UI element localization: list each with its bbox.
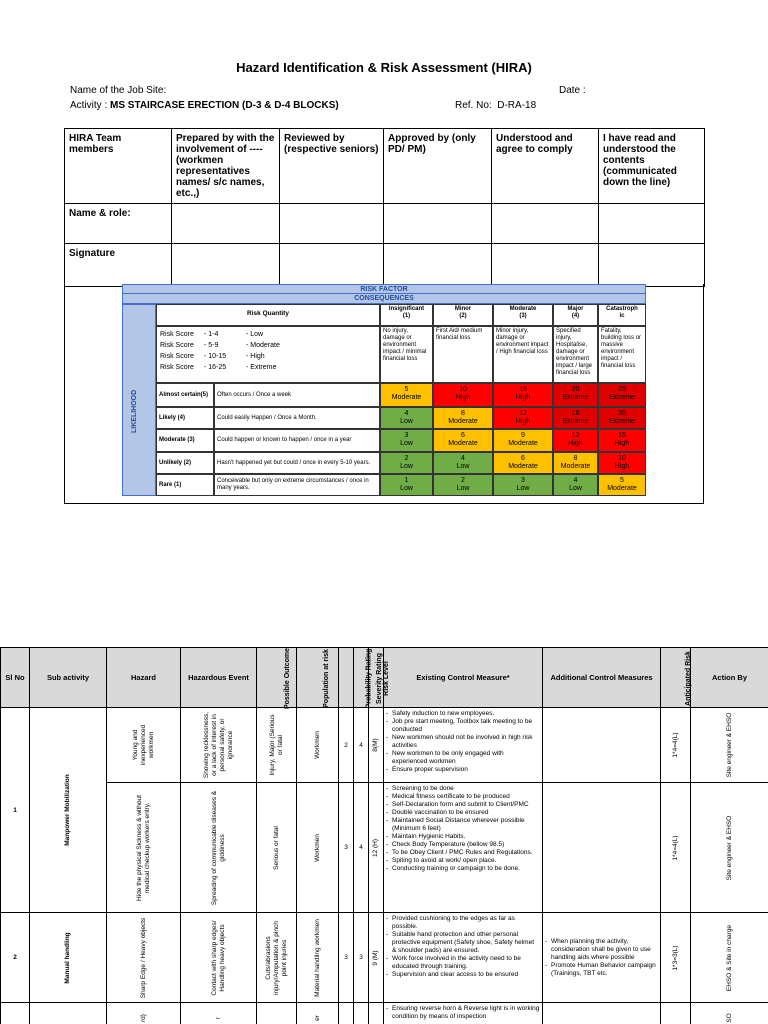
probability-rating: 3 (339, 783, 354, 913)
action-by (691, 783, 768, 913)
risk-matrix-cell (553, 474, 598, 496)
additional-item: - When planning the activity, consideration shall be given to use handling aids where possible (545, 938, 658, 962)
risk-matrix-cell (380, 407, 433, 429)
hira-header-cell (661, 648, 691, 708)
likelihood-label: LIKELIHOOD (131, 389, 138, 433)
risk-score-legend (156, 326, 380, 383)
risk-matrix-cell (598, 474, 646, 496)
control-item: - Supervision and clear access to be ensured (386, 971, 540, 979)
date-label: Date : (559, 85, 586, 96)
hazard-text: rd) (139, 1013, 147, 1022)
likelihood-name: Likely (4) (156, 407, 214, 429)
hira-header-text: Severity Rating (375, 653, 383, 704)
risk-cell-level: High (614, 440, 630, 447)
risk-matrix-cell (433, 383, 493, 407)
hira-header-text: Possible Outcome (284, 647, 292, 710)
risk-cell-level: High (515, 394, 531, 401)
hira-header-cell (691, 648, 768, 708)
severity-rating: 3 (354, 913, 369, 1003)
risk-matrix-cell (598, 429, 646, 452)
control-item: - Provided cushioning to the edges as far as possible. (386, 915, 540, 931)
risk-cell-score: 1 (404, 477, 409, 484)
anticipated-risk-text: 1*3=3(L) (671, 944, 679, 971)
control-item: - New workmen to be only engaged with experienced workmen (386, 750, 540, 766)
consequence-header (380, 304, 433, 326)
additional-controls (543, 708, 661, 783)
risk-matrix-cell (433, 407, 493, 429)
consequence-name: Moderate (509, 306, 537, 312)
risk-cell-score: 20 (571, 386, 580, 393)
risk-cell-score: 10 (618, 455, 626, 462)
hazardous-event (181, 913, 257, 1003)
risk-cell-level: High (455, 394, 471, 401)
risk-cell-score: 3 (521, 477, 525, 484)
page-title: Hazard Identification & Risk Assessment (HIRA) (236, 60, 532, 75)
additional-controls (543, 1003, 661, 1024)
risk-cell-level: Moderate (560, 463, 591, 470)
risk-level-text: 12 (H) (372, 838, 379, 857)
action-by (691, 708, 768, 783)
population-at-risk-text: er (313, 1014, 321, 1021)
risk-cell-level: Low (400, 463, 413, 470)
action-by (691, 913, 768, 1003)
team-header-understood: Understood and agree to comply (492, 129, 599, 204)
consequences-heading: CONSEQUENCES (122, 294, 646, 304)
possible-outcome-text: Cuts/abrasions injury/Amputation & pinch point injuries (264, 920, 288, 995)
existing-controls (384, 1003, 543, 1024)
consequence-description: First Aid/ medium financial loss (433, 326, 493, 383)
consequence-description: Minor injury, damage or environment impact / High financial loss (493, 326, 553, 383)
team-header-approved: Approved by (only PD/ PM) (384, 129, 492, 204)
signature-label: Signature (65, 244, 172, 287)
risk-cell-score: 3 (404, 432, 409, 439)
action-by (691, 1003, 768, 1024)
risk-matrix-cell (433, 429, 493, 452)
risk-cell-level: Low (400, 440, 413, 447)
population-at-risk-text: Workmen (313, 731, 321, 759)
hazard (107, 708, 181, 783)
risk-score-line (160, 340, 280, 351)
name-role-cell[interactable] (172, 204, 280, 244)
signature-cell[interactable] (172, 244, 280, 287)
risk-score-line (160, 329, 263, 340)
risk-matrix-cell (553, 407, 598, 429)
consequence-header (553, 304, 598, 326)
risk-cell-level: Low (400, 418, 413, 425)
activity-value: MS STAIRCASE ERECTION (D-3 & D-4 BLOCKS) (110, 100, 339, 111)
hira-row (1, 913, 768, 1003)
additional-controls (543, 913, 661, 1003)
hira-header-text: Anticipated Risk (684, 651, 692, 706)
risk-cell-level: Low (456, 463, 470, 470)
risk-cell-score: 20 (618, 410, 626, 417)
control-item: - Work force involved in the activity need to be educated through training. (386, 955, 540, 971)
action-by-text: EHSO & Site in charge (725, 924, 733, 991)
risk-score-range: - 10-15 (204, 353, 227, 360)
sub-activity (30, 708, 107, 913)
risk-level-text: 9 (M) (372, 949, 379, 966)
likelihood-name: Rare (1) (156, 474, 214, 496)
hazardous-event-text: Spreading of communicable diseases & giddiness (210, 790, 226, 905)
sub-activity-text: Manpower Mobilization (64, 774, 71, 846)
hazardous-event-text: r (214, 1016, 222, 1019)
hira-header-cell (384, 648, 543, 708)
risk-cell-level: Low (516, 485, 530, 492)
hazardous-event-text: Contact with sharp edges/ Handling heavy objects (210, 919, 226, 996)
likelihood-description: Conceivable but only on extreme circumstances / once in many years. (214, 474, 380, 496)
control-item: - Check Body Temperature (bellow 98.5) (386, 841, 540, 849)
risk-cell-score: 10 (459, 386, 467, 393)
anticipated-risk (661, 708, 691, 783)
hira-header-row (1, 648, 768, 708)
risk-score-label: Risk Score (160, 353, 194, 360)
consequence-name: Minor (454, 306, 472, 312)
consequence-number: (1) (402, 313, 411, 319)
hira-header-text: Action By (711, 673, 747, 682)
risk-cell-score: 6 (521, 455, 525, 462)
hira-row (1, 708, 768, 783)
control-item: - Ensuring reverse horn & Reverse light is in working condition by means of inspection (386, 1005, 540, 1021)
risk-cell-score: 5 (620, 477, 624, 484)
activity-line (70, 100, 339, 111)
sub-activity (30, 913, 107, 1003)
hira-header-text: Sl No (5, 673, 25, 682)
risk-cell-level: Low (400, 485, 413, 492)
signature-cell[interactable] (384, 244, 492, 287)
likelihood-name: Unlikely (2) (156, 452, 214, 474)
hazard-text: Hide the physical Sickness & without medical checkup workers entry. (135, 794, 151, 901)
risk-cell-score: 2 (404, 455, 409, 462)
anticipated-risk-text: 1*4=4(L) (671, 834, 679, 861)
risk-matrix-cell (493, 383, 553, 407)
risk-cell-level: High (515, 418, 531, 425)
possible-outcome-text: Serious or fatal (272, 825, 280, 870)
risk-matrix-cell (380, 429, 433, 452)
name-role-cell[interactable] (599, 204, 705, 244)
existing-controls-list (384, 708, 542, 776)
risk-matrix (122, 284, 646, 496)
possible-outcome (257, 783, 297, 913)
consequence-name: Insignificant (388, 306, 425, 312)
consequence-header (598, 304, 646, 326)
hira-header-text: Existing Control Measure* (416, 673, 510, 682)
consequence-description: Fatality, building loss or massive environment impact / financial loss (598, 326, 646, 383)
consequence-name: Catastroph (606, 306, 638, 312)
hira-row (1, 1003, 768, 1024)
sub-activity (30, 1003, 107, 1024)
serial-number: 2 (1, 913, 30, 1003)
hira-header-text: Hazardous Event (188, 673, 249, 682)
risk-matrix-cell (553, 383, 598, 407)
risk-cell-score: 2 (461, 477, 465, 484)
risk-score-level: - High (246, 353, 265, 360)
additional-controls-list (543, 936, 660, 980)
action-by-text: Site engineer & EHSO (725, 712, 733, 778)
existing-controls-list (384, 913, 542, 981)
risk-cell-level: Moderate (448, 440, 478, 447)
population-at-risk (297, 783, 339, 913)
possible-outcome (257, 1003, 297, 1024)
risk-cell-score: 6 (461, 432, 465, 439)
risk-cell-level: Extreme (608, 394, 636, 401)
likelihood-description: Often occurs / Once a week (214, 383, 380, 407)
likelihood-name: Moderate (3) (156, 429, 214, 452)
hazardous-event (181, 1003, 257, 1024)
control-item: - Job pre start meeting, Toolbox talk meeting to be conducted (386, 718, 540, 734)
likelihood-description: Could easily Happen / Once a Month. (214, 407, 380, 429)
severity-rating (354, 1003, 369, 1024)
risk-matrix-cell (598, 407, 646, 429)
anticipated-risk (661, 1003, 691, 1024)
risk-cell-score: 25 (618, 386, 626, 393)
risk-cell-level: Moderate (607, 485, 637, 492)
hira-header-cell (257, 648, 297, 708)
risk-cell-level: Moderate (448, 418, 478, 425)
risk-level (369, 1003, 384, 1024)
risk-score-label: Risk Score (160, 364, 194, 371)
anticipated-risk (661, 913, 691, 1003)
risk-score-label: Risk Score (160, 342, 194, 349)
consequence-description: No injury, damage or environment impact / minimal financial loss (380, 326, 433, 383)
population-at-risk (297, 1003, 339, 1024)
hazard (107, 913, 181, 1003)
risk-score-range: - 5-9 (204, 342, 219, 349)
risk-score-level: - Moderate (246, 342, 280, 349)
population-at-risk (297, 913, 339, 1003)
hira-header-text: Hazard (130, 673, 156, 682)
hazard (107, 783, 181, 913)
risk-cell-score: 16 (571, 410, 580, 417)
severity-rating: 4 (354, 708, 369, 783)
risk-cell-score: 12 (571, 432, 580, 439)
hazard-text: Young and inexperienced workmen (131, 724, 155, 766)
control-item: - To be Obey Client / PMC Rules and Regulations. (386, 849, 540, 857)
name-role-label: Name & role: (65, 204, 172, 244)
risk-score-level: - Extreme (246, 364, 277, 371)
action-by-text: Site engineer & EHSO (725, 815, 733, 880)
existing-controls (384, 913, 543, 1003)
additional-controls (543, 783, 661, 913)
risk-matrix-cell (493, 474, 553, 496)
consequence-header (433, 304, 493, 326)
risk-level (369, 913, 384, 1003)
risk-matrix-cell (433, 474, 493, 496)
population-at-risk-text: Material handling workmen (313, 918, 321, 997)
risk-matrix-cell (493, 407, 553, 429)
risk-cell-level: Moderate (391, 394, 422, 401)
serial-number: 1 (1, 708, 30, 913)
consequence-header (493, 304, 553, 326)
team-header-reviewed: Reviewed by (respective seniors) (280, 129, 384, 204)
risk-matrix-cell (380, 474, 433, 496)
existing-controls-list (384, 783, 542, 875)
ref-label: Ref. No: (455, 100, 492, 111)
risk-cell-score: 5 (404, 386, 409, 393)
hira-register-table (0, 647, 768, 1024)
risk-cell-level: Extreme (608, 418, 636, 425)
hira-header-cell (1, 648, 30, 708)
control-item: - Medical fitness certificate to be produced (386, 793, 540, 801)
name-role-cell[interactable] (492, 204, 599, 244)
risk-matrix-cell (433, 452, 493, 474)
risk-cell-score: 4 (461, 455, 465, 462)
possible-outcome (257, 913, 297, 1003)
additional-item: - Promote Human Behavior campaign (Trainings, TBT etc. (545, 962, 658, 978)
risk-score-label: Risk Score (160, 331, 194, 338)
risk-matrix-cell (380, 383, 433, 407)
risk-cell-level: Moderate (508, 440, 538, 447)
likelihood-description: Could happen or known to happen / once in a year (214, 429, 380, 452)
hazard (107, 1003, 181, 1024)
risk-level (369, 783, 384, 913)
risk-matrix-cell (493, 452, 553, 474)
hazard-text: Sharp Edge / Heavy objects (139, 917, 147, 998)
consequence-description: Specified injury, Hospitalise, damage or environment impact / large financial loss (553, 326, 598, 383)
hazardous-event (181, 708, 257, 783)
risk-level-text: 8(M) (372, 738, 379, 752)
control-item: - Maintain Hygienic Habits. (386, 833, 540, 841)
hira-header-cell (181, 648, 257, 708)
risk-score-level: - Low (246, 331, 264, 338)
control-item: - Self-Declaration form and submit to Client/PMC (386, 801, 540, 809)
hira-team-table (64, 128, 705, 287)
risk-level (369, 708, 384, 783)
risk-cell-level: Low (456, 485, 470, 492)
hira-header-text: Additional Control Measures (550, 673, 653, 682)
control-item: - Spiting to avoid at work/ open place. (386, 857, 540, 865)
signature-cell[interactable] (599, 244, 705, 287)
hira-row (1, 783, 768, 913)
possible-outcome-text: Injury, Major (Serious or fatal (268, 714, 284, 776)
risk-score-line (160, 362, 276, 373)
risk-cell-level: High (614, 463, 630, 470)
consequence-number: ic (619, 313, 625, 319)
population-at-risk-text: Workmen (313, 833, 321, 862)
severity-rating: 4 (354, 783, 369, 913)
ref-value: D-RA-18 (497, 100, 537, 111)
risk-cell-score: 4 (404, 410, 409, 417)
control-item: - Safety induction to new employees. (386, 710, 540, 718)
control-item: - Conducting training or campaign to be done. (386, 865, 540, 873)
probability-rating (339, 1003, 354, 1024)
activity-label: Activity : (70, 100, 108, 111)
existing-controls (384, 783, 543, 913)
hira-header-text: Probability Rating (365, 648, 373, 709)
risk-score-line (160, 351, 265, 362)
hazardous-event (181, 783, 257, 913)
possible-outcome (257, 708, 297, 783)
team-header-members: HIRA Team members (65, 129, 172, 204)
risk-cell-level: Low (569, 485, 582, 492)
risk-factor-heading: RISK FACTOR (122, 284, 646, 294)
likelihood-band (122, 304, 156, 496)
name-role-cell[interactable] (384, 204, 492, 244)
hazardous-event-text: Showing recklessness, or a lack of interest in personal safety, or ignorance (202, 711, 234, 779)
risk-matrix-cell (493, 429, 553, 452)
likelihood-name: Almost certain(5) (156, 383, 214, 407)
risk-cell-score: 15 (519, 386, 527, 393)
anticipated-risk (661, 783, 691, 913)
risk-cell-score: 9 (521, 432, 525, 439)
risk-score-range: - 1-4 (204, 331, 219, 338)
risk-cell-score: 15 (618, 432, 626, 439)
serial-number (1, 1003, 30, 1024)
job-site-label: Name of the Job Site: (70, 85, 167, 96)
hira-header-cell (297, 648, 339, 708)
team-header-prepared: Prepared by with the involvement of ---- (workmen representatives names/ s/c names, etc.,) (172, 129, 280, 204)
sub-activity-text: Manual handling (64, 931, 71, 984)
risk-cell-score: 12 (519, 410, 527, 417)
risk-matrix-cell (598, 383, 646, 407)
risk-cell-level: Extreme (562, 418, 589, 425)
risk-matrix-cell (553, 429, 598, 452)
signature-cell[interactable] (280, 244, 384, 287)
control-item: - Ensure proper supervision (386, 766, 540, 774)
consequence-number: (4) (571, 313, 580, 319)
consequence-name: Major (567, 306, 584, 312)
risk-cell-level: High (568, 440, 583, 447)
risk-cell-score: 8 (573, 455, 578, 462)
existing-controls-list (384, 1003, 542, 1023)
risk-matrix-cell (380, 452, 433, 474)
hira-header-text: Population at risk (322, 649, 330, 708)
risk-cell-score: 8 (461, 410, 465, 417)
ref-line (455, 100, 536, 111)
control-item: - Suitable hand protection and other personal protective equipment (Safety shoe, Safety helmet & shoulder pads) are ensured. (386, 931, 540, 955)
control-item: - Screening to be done (386, 785, 540, 793)
team-header-read: I have read and understood the contents (communicated down the line) (599, 129, 705, 204)
likelihood-description: Hasn't happened yet but could / once in every 5-10 years. (214, 452, 380, 474)
existing-controls (384, 708, 543, 783)
hira-header-text: Risk Level (382, 661, 390, 696)
risk-cell-level: Extreme (562, 394, 589, 401)
name-role-cell[interactable] (280, 204, 384, 244)
hira-header-cell (30, 648, 107, 708)
probability-rating: 2 (339, 708, 354, 783)
risk-cell-level: Moderate (508, 463, 538, 470)
risk-matrix-cell (553, 452, 598, 474)
hira-header-cell (107, 648, 181, 708)
risk-quantity-label: Risk Quantity (156, 304, 380, 326)
probability-rating: 3 (339, 913, 354, 1003)
hira-header-text: Sub activity (46, 673, 90, 682)
consequence-number: (2) (459, 313, 467, 319)
risk-score-range: - 16-25 (204, 364, 227, 371)
control-item: - Maintained Social Distance wherever possible (Minimum 6 feet) (386, 817, 540, 833)
hira-header-cell (339, 648, 373, 709)
control-item: - Double vaccination to be ensured (386, 809, 540, 817)
consequence-number: (3) (519, 313, 527, 319)
risk-matrix-cell (598, 452, 646, 474)
population-at-risk (297, 708, 339, 783)
hira-header-cell (543, 648, 661, 708)
control-item: - New workmen should not be involved in high risk activities (386, 734, 540, 750)
action-by-text: SO (725, 1012, 733, 1023)
signature-cell[interactable] (492, 244, 599, 287)
anticipated-risk-text: 1*4=4(L) (671, 732, 679, 758)
risk-cell-score: 4 (573, 477, 578, 484)
